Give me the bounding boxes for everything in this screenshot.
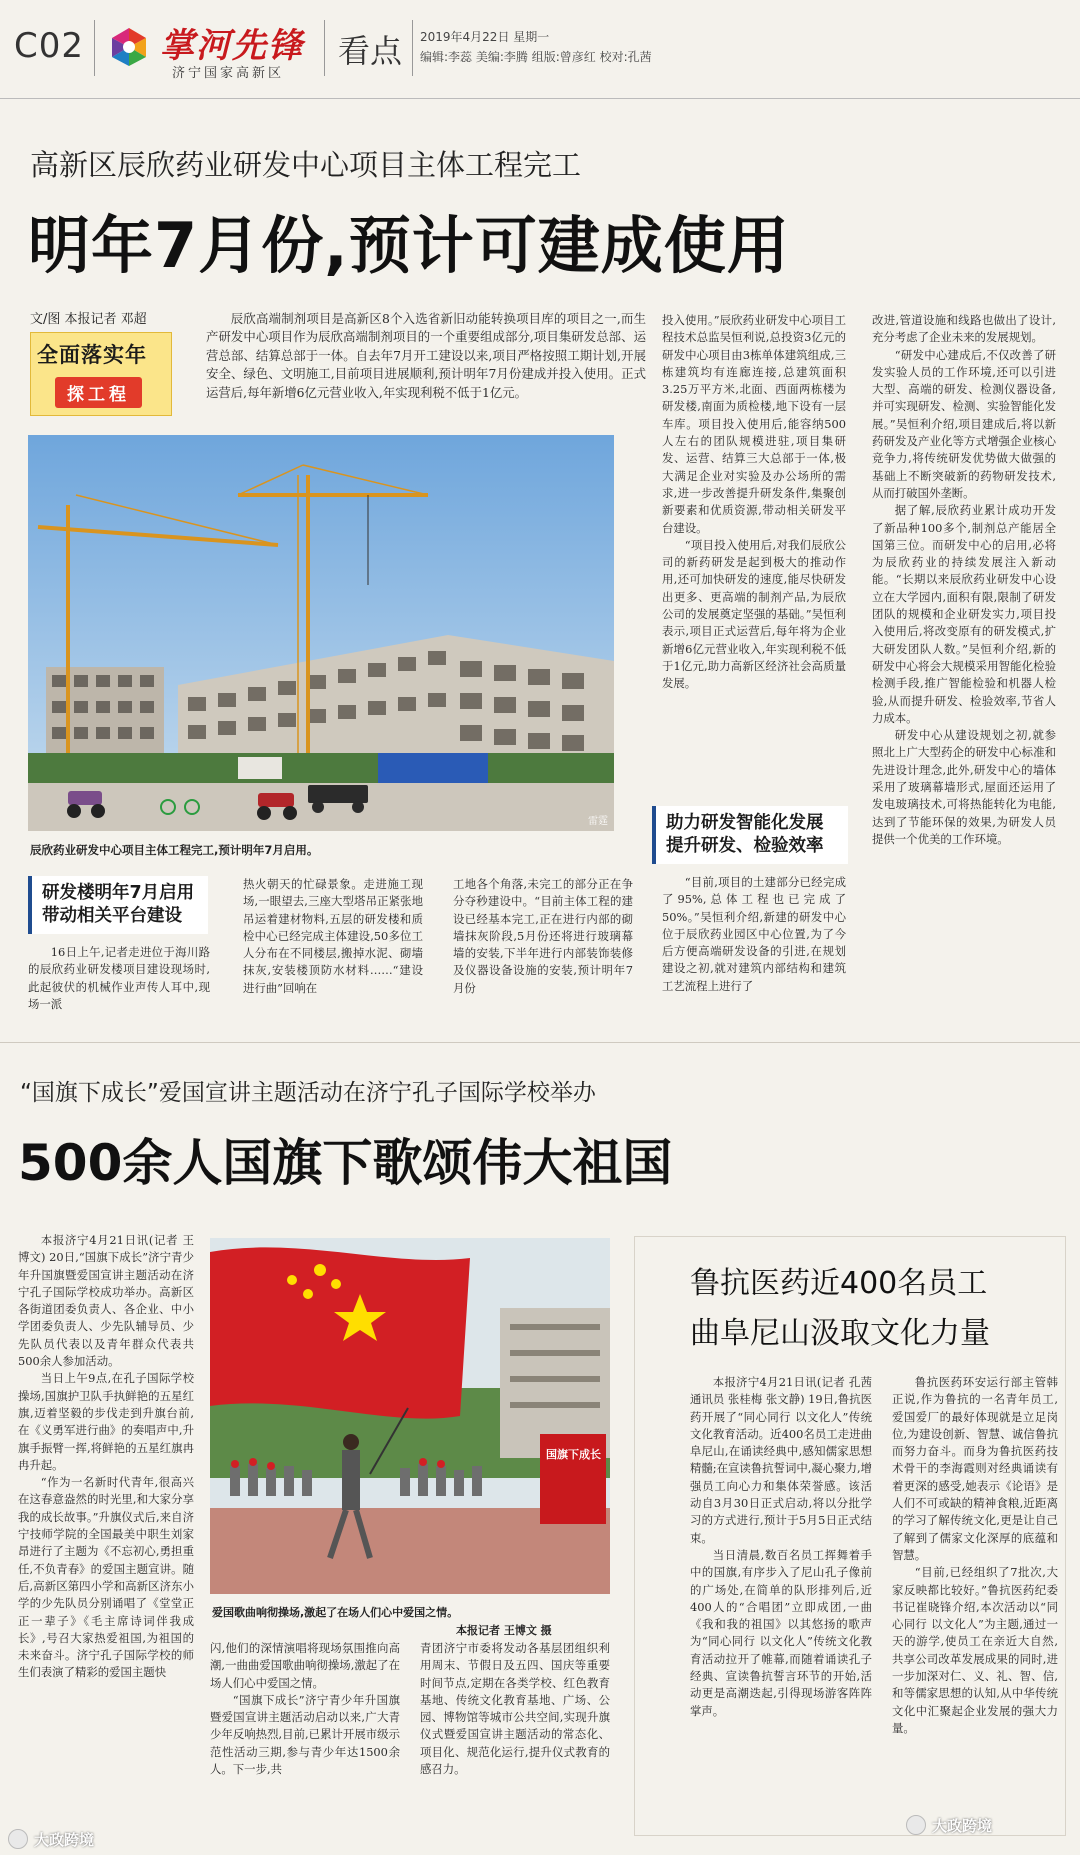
paper-subtitle: 济宁国家高新区 bbox=[172, 66, 285, 81]
article3-paragraph-1: 本报济宁4月21日讯(记者 孔茜 通讯员 张桂梅 张文静) 19日,鲁抗医药开展了“同心同行 以文化人”传统文化教育活动。近400名员工走进曲阜尼山,在诵读经典中,感知儒家思想精髓;在宣读鲁抗誓词中,凝心聚力,增强员工向心力和集体荣誉感。该活动自3月30日正式启动,将以分批学习的方式进行,预计于5月5日正式结束。 bbox=[690, 1375, 872, 1545]
article1-col-bottom1 bbox=[243, 876, 423, 1022]
article2-bottom2 bbox=[420, 1640, 610, 1832]
divider bbox=[94, 20, 95, 76]
article1-col-b bbox=[872, 312, 1056, 1024]
wechat-icon bbox=[8, 1829, 28, 1849]
col-a-paragraph-3: “目前,项目的土建部分已经完成了95%,总体工程也已完成了50%。”吴恒利介绍,新建的研发中心位于辰欣药业园区中心位置,为了今后方便高端研发设备的引进,在规划建设之初,就对建筑内部结构和建筑工艺流程上进行了 bbox=[662, 875, 846, 993]
issue-date: 2019年4月22日 星期一 bbox=[420, 30, 550, 44]
article3-headline-line2: 曲阜尼山汲取文化力量 bbox=[690, 1316, 990, 1351]
intro-paragraph: 16日上午,记者走进位于海川路的辰欣药业研发楼项目建设现场时,此起彼伏的机械作业声传人耳中,现场一派 bbox=[28, 945, 210, 1011]
article3-col1 bbox=[690, 1374, 872, 1832]
article1-kicker: 高新区辰欣药业研发中心项目主体工程完工 bbox=[30, 148, 582, 182]
article1-col-a bbox=[662, 312, 846, 802]
section-divider bbox=[0, 1042, 1080, 1043]
article2-paragraph-3: “作为一名新时代青年,很高兴在这春意盎然的时光里,和大家分享我的成长故事。”升旗仪式后,来自济宁技师学院的全国最美中职生刘家昂进行了主题为《不忘初心,勇担重任,不负青春》的爱国主题宣讲。随后,高新区第四小学和高新区济东小学的少先队员分别诵唱了《堂堂正正一辈子》《毛主席诗词伴我成长》,号召大家热爱祖国,为祖国的未来奋斗。济宁孔子国际学校的师生们表演了精彩的爱国主题快 bbox=[18, 1475, 194, 1680]
photo-signature: 雷霆 bbox=[588, 816, 608, 827]
article2-kicker: “国旗下成长”爱国宣讲主题活动在济宁孔子国际学校举办 bbox=[20, 1080, 596, 1106]
flag-photo-credit: 本报记者 王博文 摄 bbox=[456, 1624, 552, 1637]
article2-bottom-paragraph-3: 青团济宁市委将发动各基层团组织利用周末、节假日及五四、国庆等重要时间节点,定期在各类学校、红色教育基地、传统文化教育基地、广场、公园、博物馆等城市公共空间,实现升旗仪式暨爱国宣讲主题活动的常态化、项目化、规范化运行,提升仪式教育的感召力。 bbox=[420, 1641, 610, 1777]
bottom-paragraph-2: 工地各个角落,未完工的部分正在争分夺秒建设中。“目前主体工程的建设已经基本完工,正在进行内部的砌墙抹灰阶段,5月份还将进行玻璃幕墙的安装,下半年进行内部装饰装修及仪器设备设施的安装,预计明年7月份 bbox=[453, 877, 633, 995]
article2-bottom1 bbox=[210, 1640, 400, 1832]
construction-photo-caption: 辰欣药业研发中心项目主体工程完工,预计明年7月启用。 bbox=[30, 843, 319, 857]
article2-paragraph-1: 本报济宁4月21日讯(记者 王博文) 20日,“国旗下成长”济宁青少年升国旗暨爱国宣讲主题活动在济宁孔子国际学校成功举办。高新区各街道团委负责人、各企业、中小学团委负责人、少先队辅导员、少先队员代表以及青年群众代表共500余人参加活动。 bbox=[18, 1233, 194, 1369]
col-a-paragraph-2: “项目投入使用后,对我们辰欣公司的新药研发是起到极大的推动作用,还可加快研发的速度,能尽快研发出更多、更高端的制剂产品,为辰欣公司的发展奠定坚强的基础。”吴恒利表示,项目正式运营后,每年将为企业新增6亿元营业收入,年实现利税不低于1亿元,助力高新区经济社会高质量发展。 bbox=[662, 537, 846, 691]
staff-credits: 编辑:李蕊 美编:李腾 组版:曾彦红 校对:孔茜 bbox=[420, 50, 652, 64]
article3-paragraph-4: “目前,已经组织了7批次,大家反映都比较好。”鲁抗医药纪委书记崔晓锋介绍,本次活动以“同心同行 以文化人”为主题,通过一天的游学,使员工在亲近大自然,共享公司改革发展成果的同时,进一步加深对仁、义、礼、智、信,和等儒家思想的认知,从中华传统文化中汇聚起企业发展的强大力量。 bbox=[892, 1565, 1058, 1735]
watermark-text: 大政跨境 bbox=[932, 1816, 993, 1835]
flag-photo-caption: 爱国歌曲响彻操场,激起了在场人们心中爱国之情。 bbox=[212, 1606, 459, 1619]
watermark-text: 大政跨境 bbox=[34, 1830, 95, 1849]
masthead bbox=[0, 0, 1080, 100]
article1-headline: 明年7月份,预计可建成使用 bbox=[28, 209, 790, 282]
article1-col-bottom2 bbox=[453, 876, 633, 1022]
article3-col2 bbox=[892, 1374, 1058, 1832]
article2-headline: 500余人国旗下歌颂伟大祖国 bbox=[18, 1134, 673, 1192]
paper-logo-icon bbox=[108, 26, 150, 68]
article1-byline: 文/图 本报记者 邓超 bbox=[30, 312, 147, 327]
lead-paragraph: 辰欣高端制剂项目是高新区8个入选省新旧动能转换项目库的项目之一,而生产研发中心项目作为辰欣高端制剂项目的一个重要组成部分,项目集研发总部、运营总部、结算总部于一体。自去年7月开工建设以来,项目严格按照工期计划,开展安全、绿色、文明施工,目前项目进展顺利,预计明年7月份建成并投入使用。正式运营后,每年新增6亿元营业收入,年实现利税不低于1亿元。 bbox=[206, 311, 646, 400]
col-b-paragraph-3: 据了解,辰欣药业累计成功开发了新品种100多个,制剂总产能居全国第三位。而研发中心的启用,必将为辰欣药业的持续发展注入新动能。“长期以来辰欣药业研发中心设立在大学园内,面积有限,限制了研发团队的规模和企业研发实力,项目投入使用后,将改变原有的研发模式,扩大研发团队人数。”吴恒利介绍,新的研发中心将会大规模采用智能化检验检测手段,推广智能检验和机器人检验,从而提升研发、检验效率,节省人力成本。 bbox=[872, 503, 1056, 725]
article2-paragraph-2: 当日上午9点,在孔子国际学校操场,国旗护卫队手执鲜艳的五星红旗,迈着坚毅的步伐走到升旗台前,在《义勇军进行曲》的奏唱声中,升旗手振臂一挥,将鲜艳的五星红旗冉冉升起。 bbox=[18, 1371, 194, 1472]
article3-paragraph-2: 当日清晨,数百名员工挥舞着手中的国旗,有序步入了尼山孔子像前的广场处,在简单的队形排列后,近400人的“合唱团”立即成团,一曲《我和我的祖国》以其悠扬的歌声为“同心同行 以文化人”传统文化教育活动拉开了帷幕,而随着诵读孔子经典、宣读鲁抗誓言环节的开始,活动更是高潮迭起,引得现场游客阵阵掌声。 bbox=[690, 1547, 872, 1718]
badge-top: 全面落实年 bbox=[37, 343, 147, 367]
article2-bottom-paragraph-2: “国旗下成长”济宁青少年升国旗暨爱国宣讲主题活动启动以来,广大青少年反响热烈,目前,已累计开展市级示范性活动三期,参与青少年达1500余人。下一步,共 bbox=[210, 1692, 400, 1777]
section-title: 看点 bbox=[338, 32, 403, 70]
banner-text: 国旗下成长 bbox=[546, 1448, 601, 1461]
article2-col1 bbox=[18, 1232, 194, 1832]
wechat-icon bbox=[906, 1815, 926, 1835]
footer-watermark-right bbox=[906, 1814, 992, 1836]
flag-ceremony-photo bbox=[210, 1238, 610, 1594]
campaign-badge bbox=[30, 332, 172, 416]
article3-paragraph-3: 鲁抗医药环安运行部主管韩正说,作为鲁抗的一名青年员工,爱国爱厂的最好体现就是立足岗位,为建设创新、智慧、诚信鲁抗而努力奋斗。而身为鲁抗医药技术骨干的李海霞则对经典诵读有着更深的感受,她表示《论语》是人们不可或缺的精神食粮,近距离的学习了解传统文化,更是让自己了解到了儒家文化深厚的底蕴和智慧。 bbox=[892, 1375, 1058, 1562]
article1-intro bbox=[28, 944, 210, 1022]
badge-bottom: 探工程 bbox=[55, 377, 142, 408]
divider bbox=[412, 20, 413, 76]
col-b-paragraph-1: 改进,管道设施和线路也做出了设计,充分考虑了企业未来的发展规划。 bbox=[872, 313, 1056, 345]
article3-headline-line1: 鲁抗医药近400名员工 bbox=[690, 1266, 988, 1301]
construction-photo bbox=[28, 435, 614, 831]
page-number: C02 bbox=[14, 26, 85, 66]
col-b-paragraph-2: “研发中心建成后,不仅改善了研发实验人员的工作环境,还可以引进大型、高端的研发、检测仪器设备,并可实现研发、检测、实验智能化发展。”吴恒利介绍,项目建成后,将以新药研发及产业化等方式增强企业核心竞争力,将传统研发优势做大做强的基础上不断突破新的药物研发技术,从而打破国外垄断。 bbox=[872, 347, 1056, 500]
subhead-text: 助力研发智能化发展 提升研发、检验效率 bbox=[666, 813, 824, 856]
article2-bottom-paragraph-1: 闪,他们的深情演唱将现场氛围推向高潮,一曲曲爱国歌曲响彻操场,激起了在场人们心中爱国之情。 bbox=[210, 1641, 400, 1690]
divider bbox=[0, 98, 1080, 99]
footer-watermark-left bbox=[8, 1828, 94, 1850]
subhead-smart-rd bbox=[652, 806, 848, 864]
subhead-text: 研发楼明年7月启用 带动相关平台建设 bbox=[42, 883, 195, 926]
article1-lead bbox=[206, 310, 646, 420]
divider bbox=[324, 20, 325, 76]
col-b-paragraph-4: 研发中心从建设规划之初,就参照北上广大型药企的研发中心标准和先进设计理念,此外,研发中心的墙体采用了玻璃幕墙形式,屋面还运用了发电玻璃技术,可将热能转化为电能,达到了节能环保的效果,为研发人员提供一个优美的工作环境。 bbox=[872, 728, 1056, 846]
bottom-paragraph-1: 热火朝天的忙碌景象。走进施工现场,一眼望去,三座大型塔吊正紧张地吊运着建材物料,五层的研发楼和质检中心已经完成主体建设,50多位工人分布在不同楼层,搬掉水泥、砌墙抹灰,安装楼顶防水材料……“建设进行曲”回响在 bbox=[243, 877, 423, 995]
col-a-paragraph-1: 投入使用。”辰欣药业研发中心项目工程技术总监吴恒利说,总投资3亿元的研发中心项目由3栋单体建筑组成,三栋建筑均有连廊连接,总建筑面积3.25万平方米,北面、西面两栋楼为研发楼,南面为质检楼,地下设有一层车库。项目投入使用后,能容纳500人左右的团队规模进驻,项目集研发、运营、结算三大总部于一体,极大满足企业对实验及办公场所的需求,进一步改善提升研发条件,集聚创新要素和优质资源,带动相关研发平台建设。 bbox=[662, 313, 846, 535]
paper-name: 掌河先锋 bbox=[160, 26, 304, 66]
subhead-lab-opening bbox=[28, 876, 208, 934]
article1-col-a3 bbox=[662, 874, 846, 1022]
